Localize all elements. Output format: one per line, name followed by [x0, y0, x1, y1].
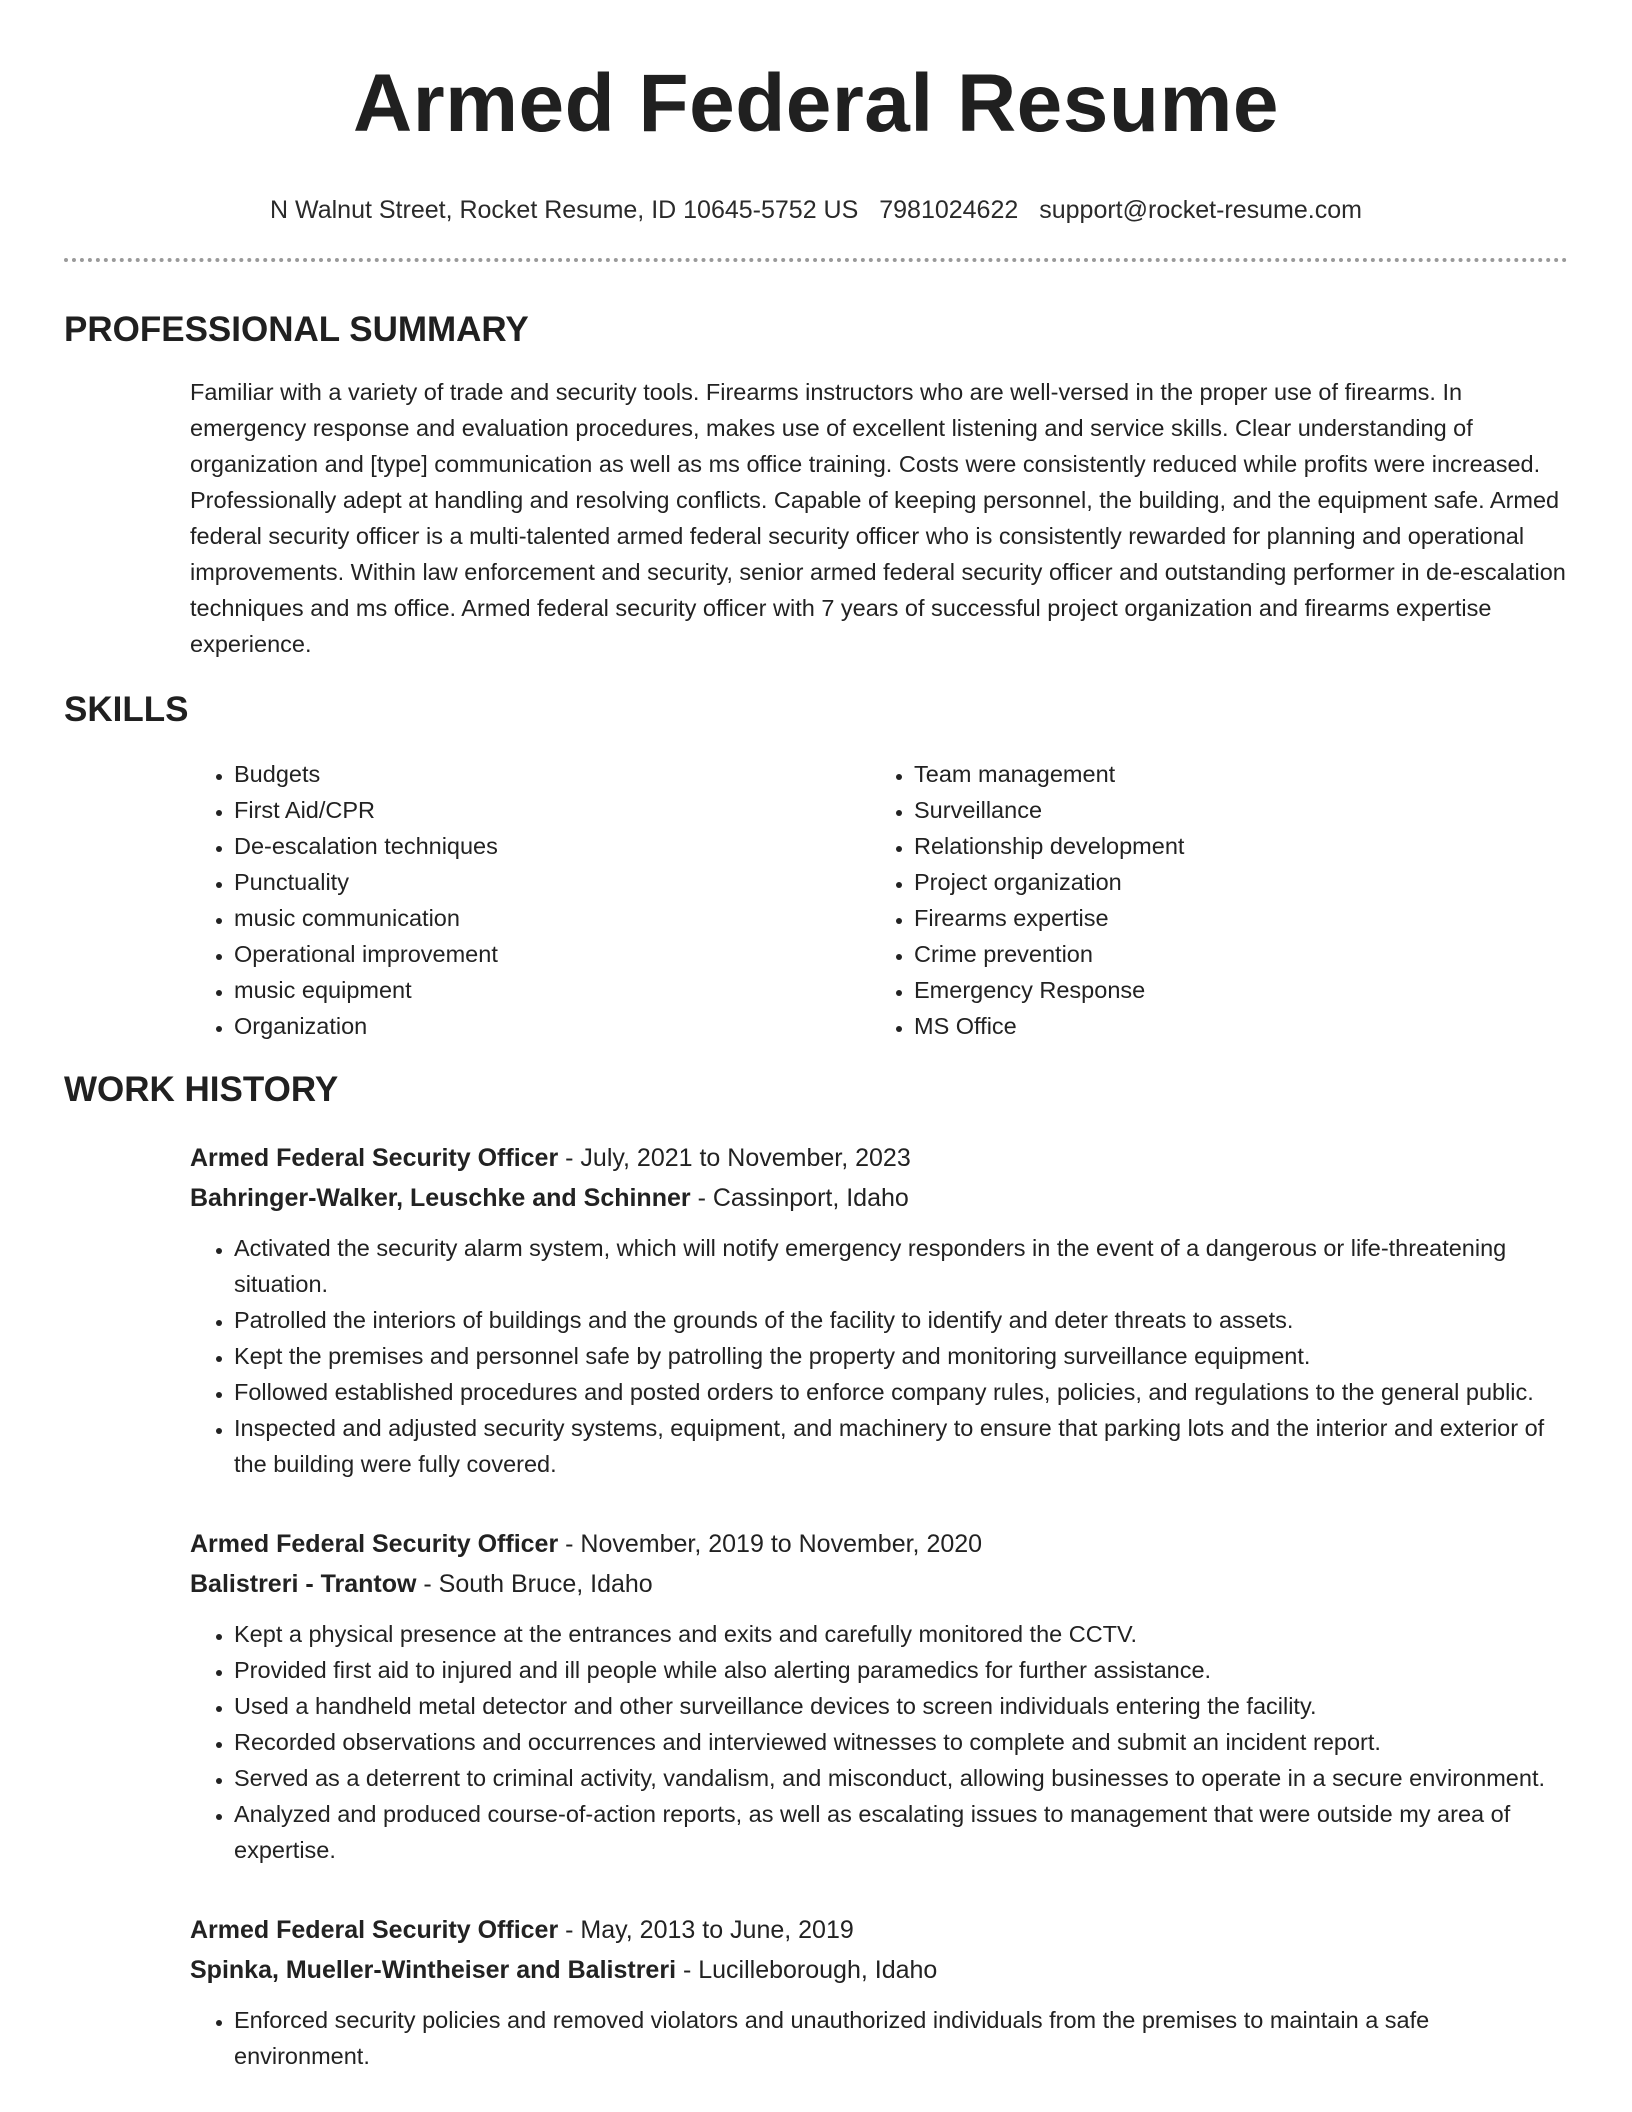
job-company: Spinka, Mueller-Wintheiser and Balistreri	[190, 1956, 677, 1984]
job-title-line	[190, 1910, 1568, 1950]
job-title-line	[190, 1524, 1568, 1564]
job-duties	[190, 1230, 1568, 1482]
job-title-line	[190, 1138, 1568, 1178]
job-company: Bahringer-Walker, Leuschke and Schinner	[190, 1184, 691, 1212]
job-duty: • Kept the premises and personnel safe by patrolling the property and monitoring surveillance equipment.	[234, 1338, 1568, 1374]
job-company-line	[190, 1950, 1568, 1990]
job-duty: • Served as a deterrent to criminal activity, vandalism, and misconduct, allowing businesses to operate in a secure environment.	[234, 1760, 1568, 1796]
job-company-line	[190, 1178, 1568, 1218]
job-role: Armed Federal Security Officer	[190, 1144, 559, 1172]
skill-item: • Budgets	[234, 756, 870, 792]
skill-item: • Emergency Response	[914, 972, 1550, 1008]
skill-item: • De-escalation techniques	[234, 828, 870, 864]
job-duty: • Enforced security policies and removed violators and unauthorized individuals from the premises to maintain a safe environment.	[234, 2002, 1568, 2074]
job-duty: • Activated the security alarm system, which will notify emergency responders in the event of a dangerous or life-threatening situation.	[234, 1230, 1568, 1302]
skills-heading: SKILLS	[64, 690, 189, 729]
job-company: Balistreri - Trantow	[190, 1570, 417, 1598]
skill-item: • Punctuality	[234, 864, 870, 900]
job-duty: • Recorded observations and occurrences and interviewed witnesses to complete and submit an incident report.	[234, 1724, 1568, 1760]
summary-text: Familiar with a variety of trade and security tools. Firearms instructors who are well-versed in the proper use of firearms. In emergency response and evaluation procedures, makes use of excellent listening and service skills. Clear understanding of organization and [type] communication as well as ms office training. Costs were consistently reduced while profits were increased. Professionally adept at handling and resolving conflicts. Capable of keeping personnel, the building, and the equipment safe. Armed federal security officer is a multi-talented armed federal security officer who is consistently rewarded for planning and operational improvements. Within law enforcement and security, senior armed federal security officer and outstanding performer in de-escalation techniques and ms office. Armed federal security officer with 7 years of successful project organization and firearms expertise experience.	[190, 379, 1566, 657]
skill-item: • Organization	[234, 1008, 870, 1044]
job-duty: • Analyzed and produced course-of-action reports, as well as escalating issues to management that were outside my area of expertise.	[234, 1796, 1568, 1868]
summary-heading: PROFESSIONAL SUMMARY	[64, 310, 529, 349]
job-location: - Lucilleborough, Idaho	[676, 1956, 938, 1984]
skill-item: • music communication	[234, 900, 870, 936]
skill-item: • music equipment	[234, 972, 870, 1008]
work-history-heading: WORK HISTORY	[64, 1070, 339, 1109]
skill-item: • Team management	[914, 756, 1550, 792]
skill-item: • Firearms expertise	[914, 900, 1550, 936]
skill-item: • Surveillance	[914, 792, 1550, 828]
skill-item: • Project organization	[914, 864, 1550, 900]
header-divider	[64, 258, 1568, 262]
job-dates: - November, 2019 to November, 2020	[558, 1530, 983, 1558]
skills-list	[190, 756, 1568, 1044]
job-duty: • Used a handheld metal detector and other surveillance devices to screen individuals entering the facility.	[234, 1688, 1568, 1724]
job-entry	[190, 1138, 1568, 1482]
skill-item: • Operational improvement	[234, 936, 870, 972]
job-dates: - May, 2013 to June, 2019	[558, 1916, 854, 1944]
contact-phone: 7981024622	[879, 196, 1019, 224]
skills-column-left	[190, 756, 870, 1044]
job-company-line	[190, 1564, 1568, 1604]
job-entry	[190, 1910, 1568, 2074]
contact-line	[64, 194, 1568, 226]
job-duty: • Inspected and adjusted security systems, equipment, and machinery to ensure that parking lots and the interior and exterior of the building were fully covered.	[234, 1410, 1568, 1482]
job-role: Armed Federal Security Officer	[190, 1916, 559, 1944]
job-duties	[190, 1616, 1568, 1868]
job-duty: • Provided first aid to injured and ill people while also alerting paramedics for further assistance.	[234, 1652, 1568, 1688]
job-entry	[190, 1524, 1568, 1868]
job-duty: • Kept a physical presence at the entrances and exits and carefully monitored the CCTV.	[234, 1616, 1568, 1652]
job-location: - Cassinport, Idaho	[690, 1184, 909, 1212]
job-role: Armed Federal Security Officer	[190, 1530, 559, 1558]
contact-email: support@rocket-resume.com	[1039, 196, 1362, 224]
resume-name: Armed Federal Resume	[352, 58, 1279, 149]
job-location: - South Bruce, Idaho	[416, 1570, 653, 1598]
skills-column-right	[870, 756, 1550, 1044]
job-dates: - July, 2021 to November, 2023	[558, 1144, 911, 1172]
contact-address: N Walnut Street, Rocket Resume, ID 10645-5752 US	[270, 196, 859, 224]
job-duties	[190, 2002, 1568, 2074]
skill-item: • Relationship development	[914, 828, 1550, 864]
job-duty: • Patrolled the interiors of buildings and the grounds of the facility to identify and deter threats to assets.	[234, 1302, 1568, 1338]
job-duty: • Followed established procedures and posted orders to enforce company rules, policies, and regulations to the general public.	[234, 1374, 1568, 1410]
skill-item: • First Aid/CPR	[234, 792, 870, 828]
skill-item: • Crime prevention	[914, 936, 1550, 972]
skill-item: • MS Office	[914, 1008, 1550, 1044]
